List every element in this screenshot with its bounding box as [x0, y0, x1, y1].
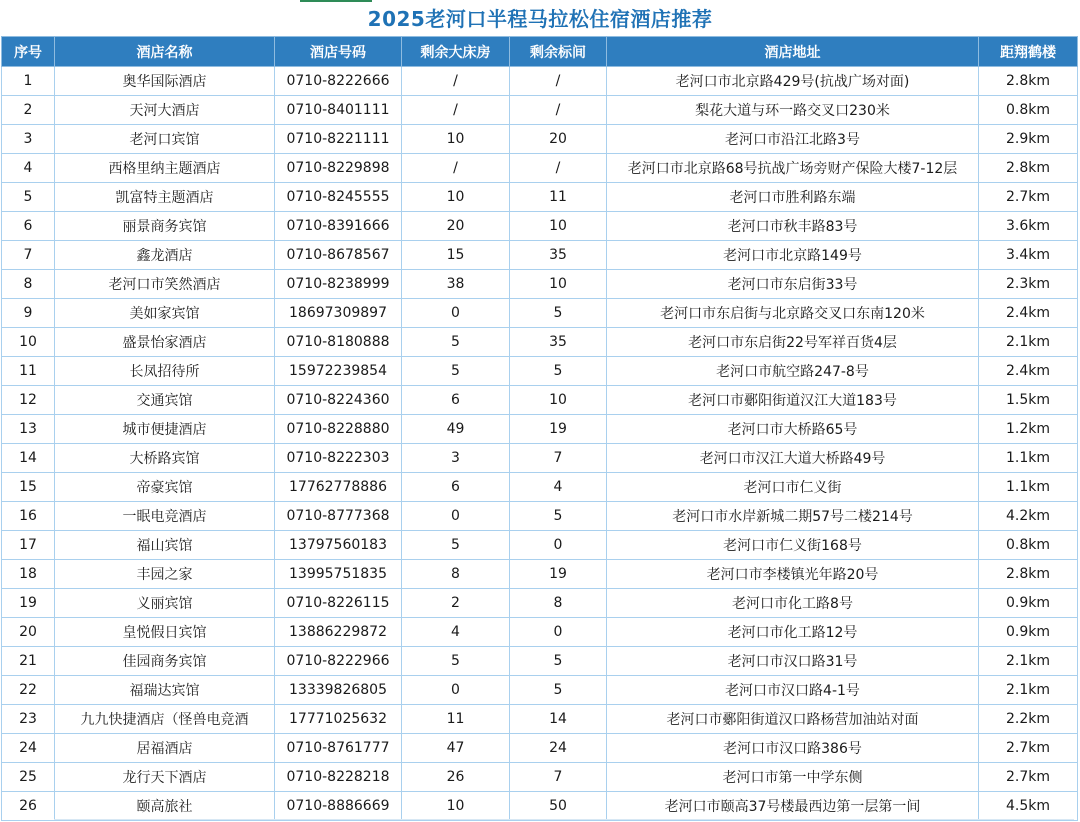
cell-twin-rooms[interactable]: 35 [510, 241, 607, 270]
cell-distance[interactable]: 2.8km [979, 560, 1078, 589]
table-row[interactable] [2, 241, 1078, 270]
sheet-title: 2025老河口半程马拉松住宿酒店推荐 [367, 7, 713, 31]
table-row[interactable] [2, 328, 1078, 357]
hotel-table [1, 36, 1078, 821]
cell-distance[interactable]: 2.4km [979, 299, 1078, 328]
cell-twin-rooms[interactable]: 14 [510, 705, 607, 734]
cell-king-rooms[interactable]: 6 [402, 473, 510, 502]
cell-phone[interactable]: 0710-8777368 [275, 502, 402, 531]
cell-phone[interactable]: 0710-8678567 [275, 241, 402, 270]
cell-no[interactable]: 11 [2, 357, 55, 386]
cell-distance[interactable]: 2.8km [979, 154, 1078, 183]
column-header-no[interactable]: 序号 [2, 37, 55, 67]
cell-king-rooms[interactable]: 10 [402, 183, 510, 212]
cell-no[interactable]: 13 [2, 415, 55, 444]
cell-hotel-name[interactable]: 凯富特主题酒店 [55, 183, 275, 212]
cell-twin-rooms[interactable]: 20 [510, 125, 607, 154]
cell-phone[interactable]: 0710-8238999 [275, 270, 402, 299]
table-row[interactable] [2, 270, 1078, 299]
cell-king-rooms[interactable]: 4 [402, 618, 510, 647]
cell-distance[interactable]: 2.2km [979, 705, 1078, 734]
cell-distance[interactable]: 0.8km [979, 531, 1078, 560]
cell-king-rooms[interactable]: / [402, 154, 510, 183]
cell-phone[interactable]: 13339826805 [275, 676, 402, 705]
cell-address[interactable]: 老河口市颐高37号楼最西边第一层第一间 [607, 792, 979, 821]
cell-distance[interactable]: 2.7km [979, 734, 1078, 763]
cell-king-rooms[interactable]: 38 [402, 270, 510, 299]
cell-king-rooms[interactable]: 8 [402, 560, 510, 589]
table-row[interactable] [2, 763, 1078, 792]
table-row[interactable] [2, 502, 1078, 531]
cell-distance[interactable]: 2.3km [979, 270, 1078, 299]
cell-hotel-name[interactable]: 九九快捷酒店（怪兽电竞酒 [55, 705, 275, 734]
cell-no[interactable]: 22 [2, 676, 55, 705]
table-row[interactable] [2, 299, 1078, 328]
cell-address[interactable]: 老河口市航空路247-8号 [607, 357, 979, 386]
cell-hotel-name[interactable]: 颐高旅社 [55, 792, 275, 821]
cell-no[interactable]: 4 [2, 154, 55, 183]
cell-address[interactable]: 老河口市仁义街 [607, 473, 979, 502]
cell-phone[interactable]: 0710-8222666 [275, 67, 402, 96]
cell-hotel-name[interactable]: 天河大酒店 [55, 96, 275, 125]
table-row[interactable] [2, 212, 1078, 241]
cell-hotel-name[interactable]: 西格里纳主题酒店 [55, 154, 275, 183]
cell-no[interactable]: 20 [2, 618, 55, 647]
table-row[interactable] [2, 676, 1078, 705]
cell-hotel-name[interactable]: 佳园商务宾馆 [55, 647, 275, 676]
cell-address[interactable]: 老河口市北京路68号抗战广场旁财产保险大楼7-12层 [607, 154, 979, 183]
cell-distance[interactable]: 2.8km [979, 67, 1078, 96]
cell-distance[interactable]: 2.7km [979, 183, 1078, 212]
cell-twin-rooms[interactable]: 7 [510, 444, 607, 473]
cell-no[interactable]: 9 [2, 299, 55, 328]
cell-no[interactable]: 17 [2, 531, 55, 560]
cell-king-rooms[interactable]: 15 [402, 241, 510, 270]
cell-twin-rooms[interactable]: 50 [510, 792, 607, 821]
cell-no[interactable]: 3 [2, 125, 55, 154]
cell-phone[interactable]: 17762778886 [275, 473, 402, 502]
cell-hotel-name[interactable]: 丰园之家 [55, 560, 275, 589]
cell-address[interactable]: 老河口市第一中学东侧 [607, 763, 979, 792]
cell-hotel-name[interactable]: 奥华国际酒店 [55, 67, 275, 96]
cell-twin-rooms[interactable]: 35 [510, 328, 607, 357]
cell-address[interactable]: 老河口市汉口路386号 [607, 734, 979, 763]
cell-twin-rooms[interactable]: / [510, 154, 607, 183]
table-row[interactable] [2, 589, 1078, 618]
table-row[interactable] [2, 560, 1078, 589]
cell-hotel-name[interactable]: 长凤招待所 [55, 357, 275, 386]
cell-address[interactable]: 老河口市化工路12号 [607, 618, 979, 647]
cell-hotel-name[interactable]: 美如家宾馆 [55, 299, 275, 328]
cell-hotel-name[interactable]: 居福酒店 [55, 734, 275, 763]
cell-distance[interactable]: 3.6km [979, 212, 1078, 241]
cell-twin-rooms[interactable]: 24 [510, 734, 607, 763]
cell-distance[interactable]: 4.2km [979, 502, 1078, 531]
cell-no[interactable]: 24 [2, 734, 55, 763]
cell-phone[interactable]: 0710-8229898 [275, 154, 402, 183]
cell-twin-rooms[interactable]: / [510, 67, 607, 96]
cell-twin-rooms[interactable]: 19 [510, 560, 607, 589]
cell-king-rooms[interactable]: 11 [402, 705, 510, 734]
cell-king-rooms[interactable]: 5 [402, 328, 510, 357]
table-row[interactable] [2, 444, 1078, 473]
cell-address[interactable]: 老河口市化工路8号 [607, 589, 979, 618]
cell-hotel-name[interactable]: 老河口宾馆 [55, 125, 275, 154]
top-accent-line [300, 0, 372, 2]
cell-no[interactable]: 5 [2, 183, 55, 212]
cell-king-rooms[interactable]: 3 [402, 444, 510, 473]
cell-hotel-name[interactable]: 义丽宾馆 [55, 589, 275, 618]
column-header-name[interactable]: 酒店名称 [55, 37, 275, 67]
cell-distance[interactable]: 1.2km [979, 415, 1078, 444]
bottom-divider [54, 819, 1074, 820]
table-row[interactable] [2, 415, 1078, 444]
cell-no[interactable]: 6 [2, 212, 55, 241]
cell-hotel-name[interactable]: 交通宾馆 [55, 386, 275, 415]
cell-king-rooms[interactable]: 0 [402, 299, 510, 328]
table-row[interactable] [2, 67, 1078, 96]
table-row[interactable] [2, 183, 1078, 212]
cell-king-rooms[interactable]: 5 [402, 647, 510, 676]
cell-phone[interactable]: 0710-8180888 [275, 328, 402, 357]
cell-distance[interactable]: 2.7km [979, 763, 1078, 792]
cell-address[interactable]: 老河口市汉口路31号 [607, 647, 979, 676]
cell-twin-rooms[interactable]: 5 [510, 676, 607, 705]
cell-king-rooms[interactable]: 5 [402, 531, 510, 560]
cell-no[interactable]: 16 [2, 502, 55, 531]
cell-twin-rooms[interactable]: 0 [510, 531, 607, 560]
cell-phone[interactable]: 13995751835 [275, 560, 402, 589]
cell-address[interactable]: 老河口市北京路149号 [607, 241, 979, 270]
cell-hotel-name[interactable]: 一眠电竞酒店 [55, 502, 275, 531]
cell-no[interactable]: 19 [2, 589, 55, 618]
cell-address[interactable]: 老河口市东启街与北京路交叉口东南120米 [607, 299, 979, 328]
cell-address[interactable]: 老河口市胜利路东端 [607, 183, 979, 212]
cell-hotel-name[interactable]: 盛景怡家酒店 [55, 328, 275, 357]
table-body [2, 67, 1078, 821]
cell-distance[interactable]: 2.1km [979, 676, 1078, 705]
table-row[interactable] [2, 386, 1078, 415]
cell-distance[interactable]: 2.1km [979, 647, 1078, 676]
cell-king-rooms[interactable]: 49 [402, 415, 510, 444]
cell-hotel-name[interactable]: 城市便捷酒店 [55, 415, 275, 444]
cell-address[interactable]: 老河口市仁义街168号 [607, 531, 979, 560]
cell-phone[interactable]: 13886229872 [275, 618, 402, 647]
cell-phone[interactable]: 0710-8228880 [275, 415, 402, 444]
cell-phone[interactable]: 0710-8221111 [275, 125, 402, 154]
cell-hotel-name[interactable]: 帝豪宾馆 [55, 473, 275, 502]
cell-hotel-name[interactable]: 龙行天下酒店 [55, 763, 275, 792]
cell-king-rooms[interactable]: 0 [402, 676, 510, 705]
cell-distance[interactable]: 0.9km [979, 589, 1078, 618]
cell-no[interactable]: 23 [2, 705, 55, 734]
cell-phone[interactable]: 0710-8224360 [275, 386, 402, 415]
cell-king-rooms[interactable]: 0 [402, 502, 510, 531]
table-row[interactable] [2, 734, 1078, 763]
table-row[interactable] [2, 647, 1078, 676]
cell-twin-rooms[interactable]: 0 [510, 618, 607, 647]
cell-distance[interactable]: 0.8km [979, 96, 1078, 125]
cell-distance[interactable]: 3.4km [979, 241, 1078, 270]
cell-phone[interactable]: 0710-8226115 [275, 589, 402, 618]
table-row[interactable] [2, 96, 1078, 125]
cell-address[interactable]: 老河口市沿江北路3号 [607, 125, 979, 154]
cell-no[interactable]: 15 [2, 473, 55, 502]
cell-phone[interactable]: 0710-8222966 [275, 647, 402, 676]
cell-phone[interactable]: 0710-8761777 [275, 734, 402, 763]
cell-twin-rooms[interactable]: 10 [510, 386, 607, 415]
cell-king-rooms[interactable]: 26 [402, 763, 510, 792]
cell-twin-rooms[interactable]: 19 [510, 415, 607, 444]
cell-no[interactable]: 8 [2, 270, 55, 299]
cell-no[interactable]: 18 [2, 560, 55, 589]
cell-twin-rooms[interactable]: 8 [510, 589, 607, 618]
cell-phone[interactable]: 13797560183 [275, 531, 402, 560]
cell-twin-rooms[interactable]: 7 [510, 763, 607, 792]
cell-phone[interactable]: 0710-8886669 [275, 792, 402, 821]
cell-phone[interactable]: 0710-8222303 [275, 444, 402, 473]
cell-king-rooms[interactable]: 5 [402, 357, 510, 386]
cell-no[interactable]: 14 [2, 444, 55, 473]
cell-phone[interactable]: 18697309897 [275, 299, 402, 328]
cell-twin-rooms[interactable]: 4 [510, 473, 607, 502]
table-row[interactable] [2, 618, 1078, 647]
cell-hotel-name[interactable]: 福山宾馆 [55, 531, 275, 560]
header-row [2, 37, 1078, 67]
cell-king-rooms[interactable]: / [402, 67, 510, 96]
cell-twin-rooms[interactable]: 5 [510, 299, 607, 328]
cell-phone[interactable]: 17771025632 [275, 705, 402, 734]
cell-king-rooms[interactable]: 10 [402, 125, 510, 154]
cell-hotel-name[interactable]: 大桥路宾馆 [55, 444, 275, 473]
cell-distance[interactable]: 2.1km [979, 328, 1078, 357]
cell-twin-rooms[interactable]: 5 [510, 502, 607, 531]
cell-distance[interactable]: 2.9km [979, 125, 1078, 154]
column-header-distance[interactable]: 距翔鹤楼 [979, 37, 1078, 67]
cell-phone[interactable]: 0710-8391666 [275, 212, 402, 241]
cell-king-rooms[interactable]: 2 [402, 589, 510, 618]
cell-twin-rooms[interactable]: 5 [510, 647, 607, 676]
cell-twin-rooms[interactable]: 10 [510, 212, 607, 241]
column-header-address[interactable]: 酒店地址 [607, 37, 979, 67]
cell-address[interactable]: 老河口市大桥路65号 [607, 415, 979, 444]
cell-king-rooms[interactable]: 47 [402, 734, 510, 763]
cell-king-rooms[interactable]: 10 [402, 792, 510, 821]
cell-phone[interactable]: 15972239854 [275, 357, 402, 386]
table-row[interactable] [2, 705, 1078, 734]
cell-hotel-name[interactable]: 丽景商务宾馆 [55, 212, 275, 241]
cell-hotel-name[interactable]: 皇悦假日宾馆 [55, 618, 275, 647]
cell-no[interactable]: 1 [2, 67, 55, 96]
cell-address[interactable]: 老河口市东启街33号 [607, 270, 979, 299]
cell-twin-rooms[interactable]: / [510, 96, 607, 125]
table-row[interactable] [2, 125, 1078, 154]
column-header-king-rooms[interactable]: 剩余大床房 [402, 37, 510, 67]
cell-no[interactable]: 12 [2, 386, 55, 415]
cell-king-rooms[interactable]: 20 [402, 212, 510, 241]
cell-address[interactable]: 老河口市汉口路4-1号 [607, 676, 979, 705]
cell-address[interactable]: 老河口市东启街22号军祥百货4层 [607, 328, 979, 357]
cell-address[interactable]: 老河口市李楼镇光年路20号 [607, 560, 979, 589]
column-header-twin-rooms[interactable]: 剩余标间 [510, 37, 607, 67]
cell-hotel-name[interactable]: 老河口市笑然酒店 [55, 270, 275, 299]
cell-address[interactable]: 老河口市水岸新城二期57号二楼214号 [607, 502, 979, 531]
table-row[interactable] [2, 792, 1078, 821]
cell-phone[interactable]: 0710-8228218 [275, 763, 402, 792]
table-row[interactable] [2, 473, 1078, 502]
cell-hotel-name[interactable]: 福瑞达宾馆 [55, 676, 275, 705]
cell-address[interactable]: 梨花大道与环一路交叉口230米 [607, 96, 979, 125]
column-header-phone[interactable]: 酒店号码 [275, 37, 402, 67]
cell-hotel-name[interactable]: 鑫龙酒店 [55, 241, 275, 270]
cell-distance[interactable]: 4.5km [979, 792, 1078, 821]
table-row[interactable] [2, 531, 1078, 560]
table-row[interactable] [2, 357, 1078, 386]
cell-no[interactable]: 2 [2, 96, 55, 125]
cell-distance[interactable]: 0.9km [979, 618, 1078, 647]
cell-no[interactable]: 25 [2, 763, 55, 792]
cell-king-rooms[interactable]: / [402, 96, 510, 125]
cell-address[interactable]: 老河口市北京路429号(抗战广场对面) [607, 67, 979, 96]
cell-address[interactable]: 老河口市汉江大道大桥路49号 [607, 444, 979, 473]
cell-no[interactable]: 7 [2, 241, 55, 270]
cell-twin-rooms[interactable]: 11 [510, 183, 607, 212]
table-row[interactable] [2, 154, 1078, 183]
cell-address[interactable]: 老河口市鄾阳街道汉江大道183号 [607, 386, 979, 415]
cell-address[interactable]: 老河口市秋丰路83号 [607, 212, 979, 241]
cell-distance[interactable]: 1.5km [979, 386, 1078, 415]
cell-twin-rooms[interactable]: 10 [510, 270, 607, 299]
cell-distance[interactable]: 1.1km [979, 473, 1078, 502]
cell-no[interactable]: 10 [2, 328, 55, 357]
cell-no[interactable]: 26 [2, 792, 55, 821]
cell-distance[interactable]: 2.4km [979, 357, 1078, 386]
cell-phone[interactable]: 0710-8245555 [275, 183, 402, 212]
cell-distance[interactable]: 1.1km [979, 444, 1078, 473]
cell-no[interactable]: 21 [2, 647, 55, 676]
cell-address[interactable]: 老河口市鄾阳街道汉口路杨营加油站对面 [607, 705, 979, 734]
cell-king-rooms[interactable]: 6 [402, 386, 510, 415]
cell-twin-rooms[interactable]: 5 [510, 357, 607, 386]
cell-phone[interactable]: 0710-8401111 [275, 96, 402, 125]
